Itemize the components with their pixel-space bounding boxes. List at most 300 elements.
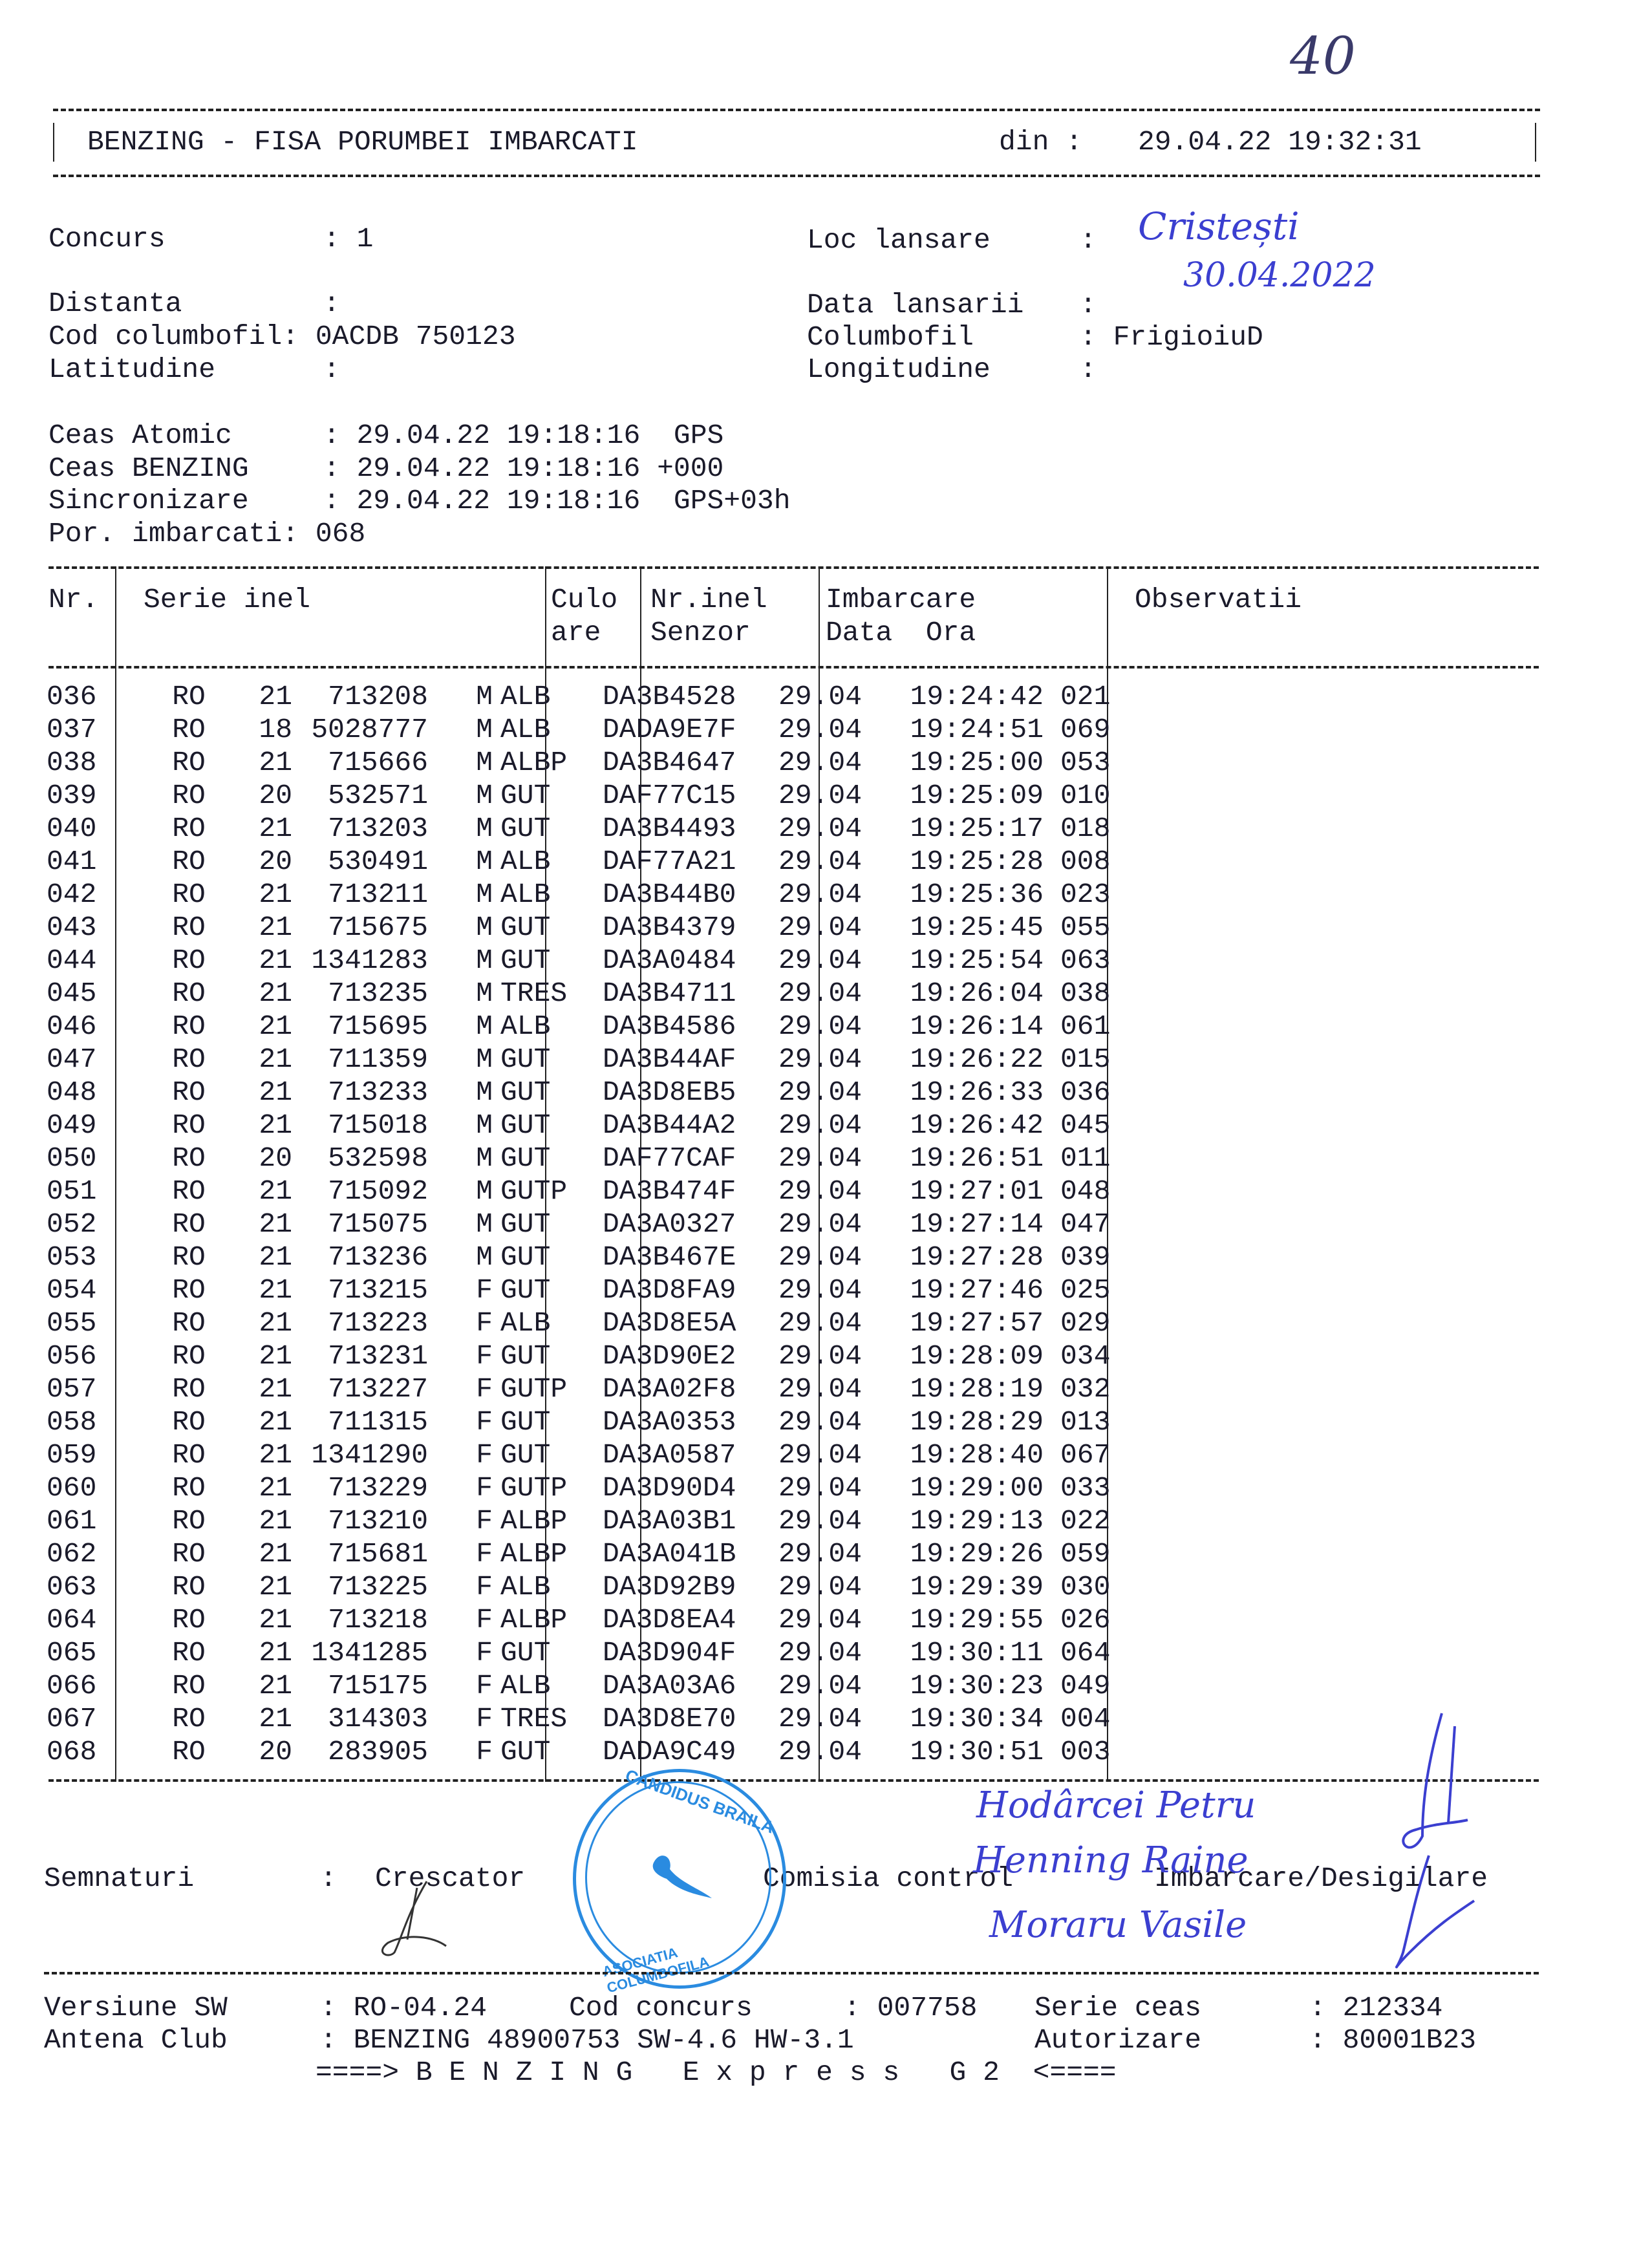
row-sensor-id: DADA9C49 — [603, 1736, 736, 1768]
row-country: RO — [172, 813, 206, 844]
table-row — [47, 944, 1110, 977]
row-sex: M — [476, 780, 493, 811]
por-imbarcati: Por. imbarcati: 068 — [48, 518, 366, 550]
table-top-border — [48, 566, 1539, 569]
row-date: 29.04 — [778, 1571, 862, 1603]
row-country: RO — [172, 1373, 206, 1405]
row-color: ALB — [500, 846, 551, 877]
table-row — [47, 911, 1110, 944]
table-row — [47, 1439, 1110, 1471]
row-observatii: 034 — [1060, 1340, 1111, 1372]
row-sensor-id: DA3A0484 — [603, 945, 736, 976]
row-sensor-id: DA3A0353 — [603, 1406, 736, 1438]
versiune-sw-value: : RO-04.24 — [320, 1992, 488, 2024]
por-imbarcati-label: Por. imbarcati — [48, 518, 283, 550]
row-time: 19:26:42 — [910, 1109, 1044, 1141]
row-color: TRES — [500, 1703, 568, 1735]
document-title: BENZING - FISA PORUMBEI IMBARCATI — [87, 126, 638, 158]
loc-lansare-colon: : — [1080, 224, 1097, 256]
row-sex: F — [476, 1340, 493, 1372]
row-ring-number: 713231 — [328, 1340, 428, 1372]
table-row — [47, 1175, 1110, 1208]
sincronizare-text: 29.04.22 19:18:16 GPS+03h — [356, 485, 791, 517]
row-sex: M — [476, 912, 493, 943]
row-sex: M — [476, 1208, 493, 1240]
row-time: 19:25:00 — [910, 747, 1044, 778]
table-row — [47, 1537, 1110, 1570]
row-year: 21 — [259, 1406, 292, 1438]
row-nr: 040 — [47, 813, 97, 844]
row-date: 29.04 — [778, 945, 862, 976]
row-date: 29.04 — [778, 1538, 862, 1570]
header-bottom-border — [53, 175, 1540, 177]
row-ring-number: 314303 — [328, 1703, 428, 1735]
row-sex: M — [476, 1011, 493, 1042]
row-date: 29.04 — [778, 1043, 862, 1075]
cod-columbofil-value: 0ACDB 750123 — [315, 321, 516, 352]
row-year: 21 — [259, 1175, 292, 1207]
row-time: 19:30:34 — [910, 1703, 1044, 1735]
row-sensor-id: DA3D8EB5 — [603, 1076, 736, 1108]
row-date: 29.04 — [778, 1307, 862, 1339]
row-year: 21 — [259, 912, 292, 943]
pigeon-emblem-icon — [641, 1843, 718, 1914]
row-nr: 050 — [47, 1142, 97, 1174]
col-header-culoare-2: are — [551, 617, 601, 648]
signature-name-2: Henning Raine — [973, 1839, 1248, 1881]
row-country: RO — [172, 1340, 206, 1372]
row-ring-number: 532598 — [328, 1142, 428, 1174]
row-observatii: 059 — [1060, 1538, 1111, 1570]
row-color: GUT — [500, 912, 551, 943]
row-year: 21 — [259, 1538, 292, 1570]
row-observatii: 026 — [1060, 1604, 1111, 1636]
row-date: 29.04 — [778, 1109, 862, 1141]
row-sensor-id: DA3A041B — [603, 1538, 736, 1570]
row-nr: 066 — [47, 1670, 97, 1702]
row-country: RO — [172, 879, 206, 910]
distanta-label: Distanta — [48, 288, 182, 319]
row-sex: F — [476, 1406, 493, 1438]
row-date: 29.04 — [778, 1208, 862, 1240]
row-nr: 054 — [47, 1274, 97, 1306]
row-ring-number: 713233 — [328, 1076, 428, 1108]
row-year: 21 — [259, 813, 292, 844]
table-row — [47, 1504, 1110, 1537]
row-country: RO — [172, 846, 206, 877]
row-time: 19:30:51 — [910, 1736, 1044, 1768]
row-observatii: 039 — [1060, 1241, 1111, 1273]
concurs-number: 1 — [356, 223, 374, 255]
row-color: GUT — [500, 780, 551, 811]
row-nr: 057 — [47, 1373, 97, 1405]
row-date: 29.04 — [778, 813, 862, 844]
row-color: GUT — [500, 1406, 551, 1438]
table-row — [47, 977, 1110, 1010]
distanta-colon: : — [323, 288, 340, 319]
crescator-label: Crescator — [375, 1863, 526, 1894]
row-sensor-id: DA3D90E2 — [603, 1340, 736, 1372]
table-row — [47, 1669, 1110, 1702]
table-row — [47, 845, 1110, 878]
row-year: 21 — [259, 1505, 292, 1537]
col-header-imbarcare — [826, 583, 976, 649]
row-date: 29.04 — [778, 1472, 862, 1504]
row-sex: F — [476, 1307, 493, 1339]
row-date: 29.04 — [778, 1736, 862, 1768]
row-time: 19:29:13 — [910, 1505, 1044, 1537]
row-color: ALB — [500, 681, 551, 712]
row-nr: 042 — [47, 879, 97, 910]
row-color: ALB — [500, 1571, 551, 1603]
row-ring-number: 1341285 — [311, 1637, 428, 1669]
row-color: ALBP — [500, 1604, 568, 1636]
cod-columbofil-label: Cod columbofil: 0ACDB 750123 — [48, 321, 516, 352]
row-sex: M — [476, 1241, 493, 1273]
row-year: 21 — [259, 1439, 292, 1471]
row-ring-number: 713218 — [328, 1604, 428, 1636]
row-year: 21 — [259, 1373, 292, 1405]
row-color: TRES — [500, 978, 568, 1009]
cod-concurs-value: : 007758 — [844, 1992, 978, 2024]
row-observatii: 048 — [1060, 1175, 1111, 1207]
loc-lansare-label: Loc lansare — [807, 224, 991, 256]
row-sex: F — [476, 1670, 493, 1702]
table-row — [47, 1570, 1110, 1603]
row-sensor-id: DA3B4528 — [603, 681, 736, 712]
row-year: 21 — [259, 1076, 292, 1108]
row-year: 21 — [259, 1274, 292, 1306]
table-row — [47, 713, 1110, 746]
row-year: 21 — [259, 1670, 292, 1702]
row-ring-number: 715092 — [328, 1175, 428, 1207]
loc-lansare-handwritten: Cristești — [1138, 204, 1300, 248]
col-header-nr: Nr. — [48, 584, 99, 615]
row-ring-number: 713225 — [328, 1571, 428, 1603]
table-row — [47, 1241, 1110, 1274]
signature-name-3: Moraru Vasile — [989, 1904, 1247, 1946]
row-nr: 041 — [47, 846, 97, 877]
row-time: 19:30:23 — [910, 1670, 1044, 1702]
row-nr: 068 — [47, 1736, 97, 1768]
row-year: 21 — [259, 1307, 292, 1339]
row-sensor-id: DA3A02F8 — [603, 1373, 736, 1405]
row-nr: 038 — [47, 747, 97, 778]
row-country: RO — [172, 1274, 206, 1306]
row-year: 21 — [259, 1604, 292, 1636]
row-time: 19:29:00 — [910, 1472, 1044, 1504]
ceas-atomic-value: : 29.04.22 19:18:16 GPS — [323, 420, 724, 451]
col-header-senzor-1: Nr.inel — [650, 584, 767, 615]
row-year: 20 — [259, 780, 292, 811]
row-ring-number: 713208 — [328, 681, 428, 712]
row-time: 19:26:14 — [910, 1011, 1044, 1042]
table-row — [47, 1043, 1110, 1076]
row-color: GUT — [500, 1439, 551, 1471]
crescator-signature-icon — [362, 1875, 453, 1965]
header-left-border — [53, 123, 54, 162]
row-year: 21 — [259, 1208, 292, 1240]
club-stamp — [573, 1765, 786, 1996]
row-ring-number: 711315 — [328, 1406, 428, 1438]
row-sensor-id: DA3B4493 — [603, 813, 736, 844]
row-year: 21 — [259, 681, 292, 712]
row-sex: F — [476, 1736, 493, 1768]
imbarcare-signature-icon — [1351, 1707, 1481, 1991]
sincronizare-label: Sincronizare — [48, 485, 249, 517]
row-observatii: 049 — [1060, 1670, 1111, 1702]
comisia-control-label: Comisia control — [763, 1863, 1014, 1894]
benzing-banner: ====> B E N Z I N G E x p r e s s G 2 <==== — [316, 2057, 1117, 2088]
row-date: 29.04 — [778, 1076, 862, 1108]
ceas-benzing-label: Ceas BENZING — [48, 453, 249, 484]
handwritten-page-number: 40 — [1290, 26, 1356, 86]
row-year: 21 — [259, 1472, 292, 1504]
row-sensor-id: DA3A03A6 — [603, 1670, 736, 1702]
table-row — [47, 878, 1110, 911]
row-sex: M — [476, 1109, 493, 1141]
row-date: 29.04 — [778, 1241, 862, 1273]
row-sensor-id: DADA9E7F — [603, 714, 736, 745]
row-date: 29.04 — [778, 1703, 862, 1735]
row-time: 19:28:29 — [910, 1406, 1044, 1438]
row-time: 19:25:54 — [910, 945, 1044, 976]
row-sex: F — [476, 1439, 493, 1471]
table-row — [47, 1010, 1110, 1043]
row-country: RO — [172, 1637, 206, 1669]
row-sensor-id: DAF77A21 — [603, 846, 736, 877]
row-nr: 058 — [47, 1406, 97, 1438]
table-row — [47, 1340, 1110, 1373]
row-date: 29.04 — [778, 912, 862, 943]
versiune-sw-label: Versiune SW — [44, 1992, 228, 2024]
row-ring-number: 715666 — [328, 747, 428, 778]
row-color: GUT — [500, 1241, 551, 1273]
row-date: 29.04 — [778, 1373, 862, 1405]
row-color: ALBP — [500, 1538, 568, 1570]
row-ring-number: 715175 — [328, 1670, 428, 1702]
row-time: 19:26:04 — [910, 978, 1044, 1009]
data-lansare-handwritten: 30.04.2022 — [1183, 256, 1376, 295]
row-sensor-id: DAF77C15 — [603, 780, 736, 811]
row-color: GUT — [500, 813, 551, 844]
row-date: 29.04 — [778, 1670, 862, 1702]
row-country: RO — [172, 1604, 206, 1636]
concurs-value: : 1 — [323, 223, 374, 255]
row-observatii: 013 — [1060, 1406, 1111, 1438]
antena-club-text: BENZING 48900753 SW-4.6 HW-3.1 — [353, 2024, 854, 2056]
row-time: 19:26:51 — [910, 1142, 1044, 1174]
row-sensor-id: DA3D8E70 — [603, 1703, 736, 1735]
row-country: RO — [172, 1736, 206, 1768]
row-sex: F — [476, 1472, 493, 1504]
row-sex: F — [476, 1703, 493, 1735]
row-observatii: 047 — [1060, 1208, 1111, 1240]
row-nr: 045 — [47, 978, 97, 1009]
row-color: GUTP — [500, 1175, 568, 1207]
table-row — [47, 1076, 1110, 1109]
row-year: 21 — [259, 1043, 292, 1075]
serie-ceas-value: : 212334 — [1309, 1992, 1443, 2024]
stamp-top-text: CANDIDUS BRAILA — [623, 1765, 777, 1837]
row-nr: 037 — [47, 714, 97, 745]
header-date-value: 29.04.22 19:32:31 — [1138, 126, 1422, 158]
row-country: RO — [172, 681, 206, 712]
row-date: 29.04 — [778, 879, 862, 910]
columbofil-label: Columbofil — [807, 321, 974, 353]
col-header-culoare-1: Culo — [551, 584, 618, 615]
row-ring-number: 713235 — [328, 978, 428, 1009]
row-nr: 047 — [47, 1043, 97, 1075]
row-observatii: 015 — [1060, 1043, 1111, 1075]
table-row — [47, 1702, 1110, 1735]
row-sex: F — [476, 1505, 493, 1537]
row-sensor-id: DA3A03B1 — [603, 1505, 736, 1537]
table-header-bottom-border — [48, 666, 1539, 669]
row-sex: M — [476, 1043, 493, 1075]
row-nr: 056 — [47, 1340, 97, 1372]
row-color: ALBP — [500, 747, 568, 778]
row-color: GUT — [500, 1109, 551, 1141]
row-sensor-id: DA3B474F — [603, 1175, 736, 1207]
row-country: RO — [172, 945, 206, 976]
row-observatii: 069 — [1060, 714, 1111, 745]
row-year: 21 — [259, 978, 292, 1009]
autorizare-label: Autorizare — [1034, 2024, 1202, 2056]
row-year: 21 — [259, 1571, 292, 1603]
row-nr: 060 — [47, 1472, 97, 1504]
col-header-senzor-2: Senzor — [650, 617, 751, 648]
columbofil-name: FrigioiuD — [1113, 321, 1263, 353]
row-ring-number: 713223 — [328, 1307, 428, 1339]
row-time: 19:29:55 — [910, 1604, 1044, 1636]
row-sensor-id: DA3A0327 — [603, 1208, 736, 1240]
row-color: GUT — [500, 945, 551, 976]
table-row — [47, 779, 1110, 812]
cod-concurs-text: 007758 — [877, 1992, 978, 2024]
table-row — [47, 746, 1110, 779]
row-observatii: 055 — [1060, 912, 1111, 943]
row-date: 29.04 — [778, 747, 862, 778]
row-sex: M — [476, 879, 493, 910]
table-row — [47, 1471, 1110, 1504]
row-country: RO — [172, 978, 206, 1009]
header-right-border — [1535, 123, 1536, 162]
row-observatii: 029 — [1060, 1307, 1111, 1339]
row-time: 19:27:01 — [910, 1175, 1044, 1207]
row-country: RO — [172, 1241, 206, 1273]
row-sensor-id: DA3B44A2 — [603, 1109, 736, 1141]
row-color: GUTP — [500, 1373, 568, 1405]
row-observatii: 036 — [1060, 1076, 1111, 1108]
antena-club-label: Antena Club — [44, 2024, 228, 2056]
data-lansarii-label: Data lansarii — [807, 289, 1024, 321]
table-row — [47, 1735, 1110, 1768]
serie-ceas-label: Serie ceas — [1034, 1992, 1202, 2024]
row-observatii: 021 — [1060, 681, 1111, 712]
row-sex: M — [476, 978, 493, 1009]
por-imbarcati-value: 068 — [315, 518, 366, 550]
row-nr: 036 — [47, 681, 97, 712]
row-time: 19:29:26 — [910, 1538, 1044, 1570]
col-header-observatii: Observatii — [1135, 584, 1302, 615]
row-time: 19:24:51 — [910, 714, 1044, 745]
row-ring-number: 713203 — [328, 813, 428, 844]
col-header-serie-inel: Serie inel — [144, 584, 311, 615]
ceas-atomic-label: Ceas Atomic — [48, 420, 232, 451]
row-observatii: 063 — [1060, 945, 1111, 976]
row-observatii: 032 — [1060, 1373, 1111, 1405]
row-year: 21 — [259, 1109, 292, 1141]
row-date: 29.04 — [778, 1604, 862, 1636]
col-header-imbarcare-1: Imbarcare — [826, 584, 976, 615]
row-sensor-id: DA3B4647 — [603, 747, 736, 778]
table-row — [47, 1636, 1110, 1669]
row-nr: 061 — [47, 1505, 97, 1537]
row-observatii: 061 — [1060, 1011, 1111, 1042]
row-sex: F — [476, 1637, 493, 1669]
row-year: 18 — [259, 714, 292, 745]
row-color: ALBP — [500, 1505, 568, 1537]
row-observatii: 023 — [1060, 879, 1111, 910]
row-country: RO — [172, 1571, 206, 1603]
row-nr: 043 — [47, 912, 97, 943]
row-year: 20 — [259, 1736, 292, 1768]
row-sex: M — [476, 1175, 493, 1207]
row-observatii: 011 — [1060, 1142, 1111, 1174]
row-observatii: 033 — [1060, 1472, 1111, 1504]
row-year: 21 — [259, 945, 292, 976]
row-color: GUT — [500, 1274, 551, 1306]
row-observatii: 010 — [1060, 780, 1111, 811]
longitudine-label: Longitudine — [807, 354, 991, 385]
row-nr: 067 — [47, 1703, 97, 1735]
row-color: GUT — [500, 1736, 551, 1768]
row-ring-number: 715695 — [328, 1011, 428, 1042]
row-country: RO — [172, 1307, 206, 1339]
row-country: RO — [172, 714, 206, 745]
col-header-imbarcare-2: Data Ora — [826, 617, 976, 648]
pigeon-table-body — [47, 680, 1110, 1768]
autorizare-text: 80001B23 — [1342, 2024, 1477, 2056]
row-country: RO — [172, 1011, 206, 1042]
stamp-bottom-text: ASOCIATIA COLUMBOFILA — [601, 1944, 711, 1996]
row-color: ALB — [500, 1307, 551, 1339]
row-time: 19:27:46 — [910, 1274, 1044, 1306]
row-date: 29.04 — [778, 1175, 862, 1207]
row-observatii: 025 — [1060, 1274, 1111, 1306]
row-sensor-id: DA3D8FA9 — [603, 1274, 736, 1306]
row-nr: 046 — [47, 1011, 97, 1042]
row-sex: M — [476, 747, 493, 778]
row-sensor-id: DA3D904F — [603, 1637, 736, 1669]
row-sensor-id: DA3B467E — [603, 1241, 736, 1273]
row-color: GUT — [500, 1043, 551, 1075]
antena-club-value: : BENZING 48900753 SW-4.6 HW-3.1 — [320, 2024, 854, 2056]
row-sex: F — [476, 1571, 493, 1603]
cod-columbofil-text: Cod columbofil — [48, 321, 283, 352]
row-nr: 062 — [47, 1538, 97, 1570]
row-color: GUTP — [500, 1472, 568, 1504]
row-observatii: 067 — [1060, 1439, 1111, 1471]
row-sex: F — [476, 1373, 493, 1405]
row-time: 19:27:14 — [910, 1208, 1044, 1240]
cod-concurs-label: Cod concurs — [569, 1992, 753, 2024]
row-nr: 048 — [47, 1076, 97, 1108]
table-row — [47, 1406, 1110, 1439]
row-nr: 049 — [47, 1109, 97, 1141]
row-sensor-id: DA3B44AF — [603, 1043, 736, 1075]
